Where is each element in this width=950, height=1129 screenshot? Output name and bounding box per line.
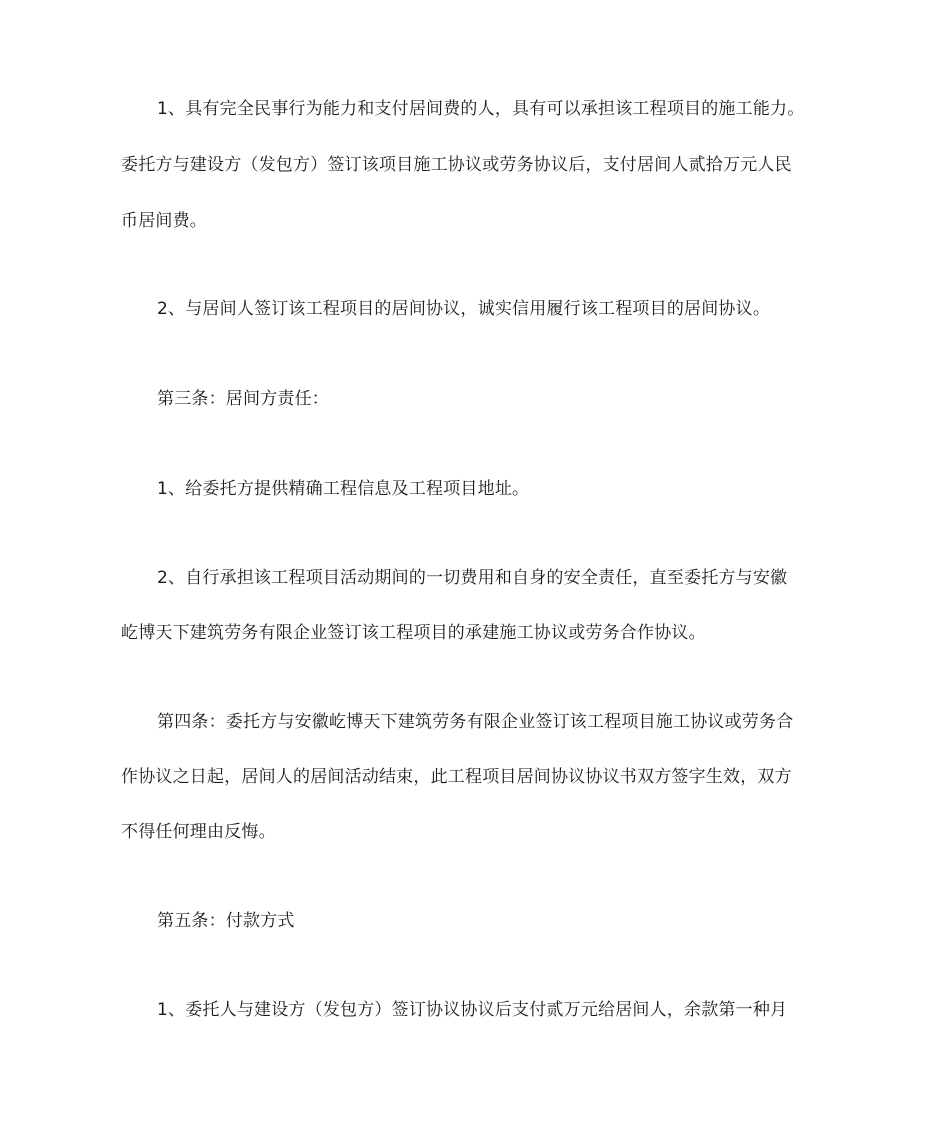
clause-3-item-1: 1、给委托方提供精确工程信息及工程项目地址。: [157, 479, 530, 499]
clause-2-item-1-line-3: 币居间费。: [121, 211, 207, 231]
clause-3-item-2-line-2: 屹博天下建筑劳务有限企业签订该工程项目的承建施工协议或劳务合作协议。: [121, 623, 706, 643]
clause-3-heading: 第三条：居间方责任：: [157, 389, 329, 409]
clause-4-line-1: 第四条：委托方与安徽屹博天下建筑劳务有限企业签订该工程项目施工协议或劳务合: [157, 712, 794, 732]
clause-2-item-1-line-1: 1、具有完全民事行为能力和支付居间费的人，具有可以承担该工程项目的施工能力。: [157, 99, 805, 119]
clause-2-item-1-line-2: 委托方与建设方（发包方）签订该项目施工协议或劳务协议后，支付居间人贰拾万元人民: [121, 155, 792, 175]
clause-2-item-2: 2、与居间人签订该工程项目的居间协议，诚实信用履行该工程项目的居间协议。: [157, 299, 771, 319]
clause-5-item-1-line-1: 1、委托人与建设方（发包方）签订协议协议后支付贰万元给居间人，余款第一种月: [157, 1000, 788, 1020]
clause-4-line-2: 作协议之日起，居间人的居间活动结束，此工程项目居间协议协议书双方签字生效，双方: [121, 767, 792, 787]
clause-4-line-3: 不得任何理由反悔。: [121, 822, 276, 842]
clause-3-item-2-line-1: 2、自行承担该工程项目活动期间的一切费用和自身的安全责任，直至委托方与安徽: [157, 568, 788, 588]
clause-5-heading: 第五条：付款方式: [157, 911, 295, 931]
